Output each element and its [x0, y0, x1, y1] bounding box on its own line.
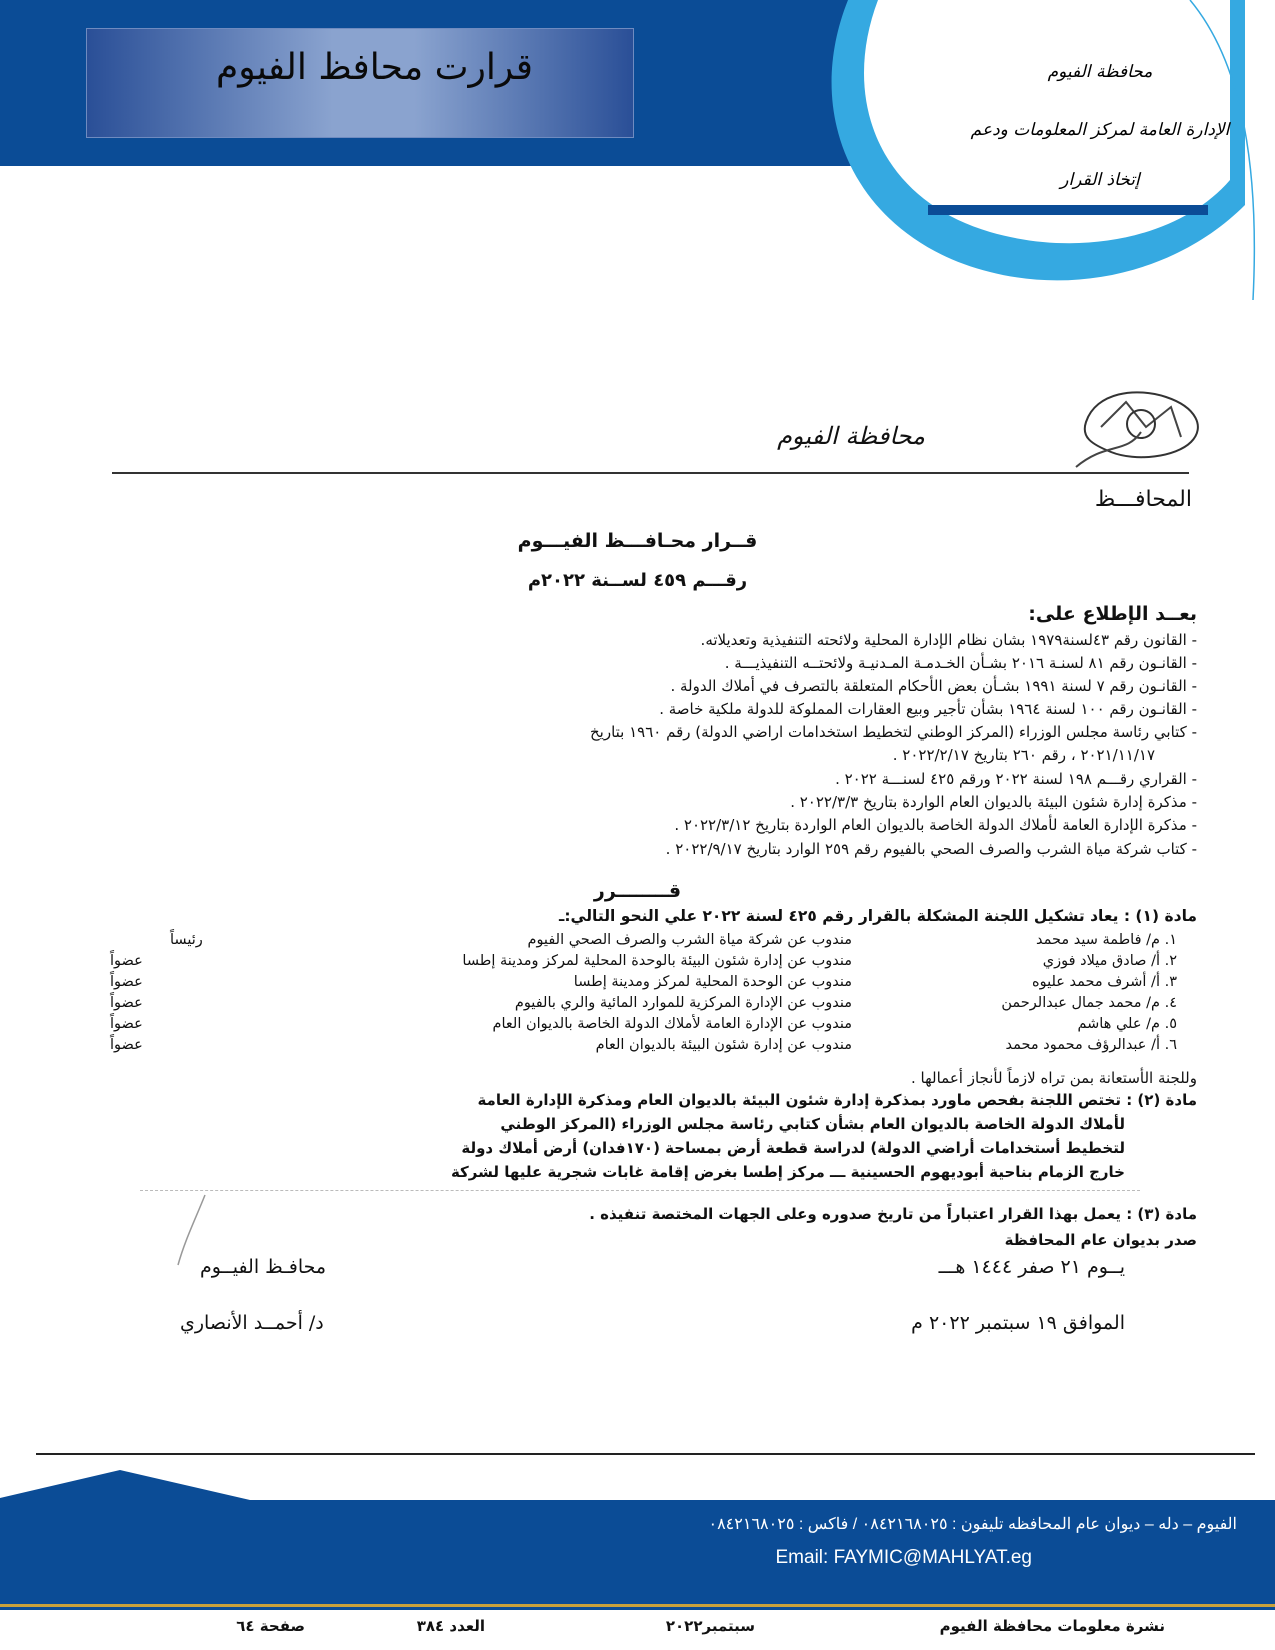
member-name: ٢. أ/ صادق ميلاد فوزي	[1042, 953, 1177, 969]
page-number: صفحة ٦٤	[236, 1617, 305, 1635]
article-2-line: خارج الزمام بناحية أبوديهوم الحسينية ـــ مركز إطسا بغرض إقامة غابات شجرية عليها لشركة	[450, 1163, 1125, 1181]
date-gregorian: الموافق ١٩ سبتمبر ٢٠٢٢ م	[911, 1312, 1125, 1334]
article-1: مادة (١) : يعاد تشكيل اللجنة المشكلة بالقرار رقم ٤٢٥ لسنة ٢٠٢٢ علي النحو التالي:ـ	[559, 907, 1197, 925]
committee-members	[110, 932, 1197, 1058]
member-representation: مندوب عن الإدارة العامة لأملاك الدولة الخاصة بالديوان العام	[492, 1016, 852, 1032]
member-name: ٤. م/ محمد جمال عبدالرحمن	[1001, 995, 1177, 1011]
footer-background	[0, 1470, 1275, 1610]
member-role: رئيساً	[170, 932, 203, 948]
member-row	[110, 995, 1197, 1016]
signer-name: د/ أحمــد الأنصاري	[180, 1312, 324, 1334]
handwritten-stroke	[170, 1190, 210, 1270]
member-role: عضواً	[110, 953, 143, 969]
reference-item: - كتابي رئاسة مجلس الوزراء (المركز الوطني لتخطيط استخدامات اراضي الدولة) رقم ١٩٦٠ بتاريخ	[589, 723, 1197, 741]
reference-item: - القانون رقم ٤٣لسنة١٩٧٩ بشان نظام الإدارة المحلية ولائحته التنفيذية وتعديلاته.	[700, 631, 1197, 649]
member-representation: مندوب عن إدارة شئون البيئة بالوحدة المحلية لمركز ومدينة إطسا	[462, 953, 852, 969]
member-row	[110, 974, 1197, 995]
member-row	[110, 953, 1197, 974]
article-2-line: مادة (٢) : تختص اللجنة بفحص ماورد بمذكرة إدارة شئون البيئة بالديوان العام ومذكرة الإدارة العامة	[477, 1091, 1197, 1109]
member-representation: مندوب عن الوحدة المحلية لمركز ومدينة إطسا	[573, 974, 852, 990]
issued-at: صدر بديوان عام المحافظة	[1004, 1231, 1197, 1249]
dept-line-2: الإدارة العامة لمركز المعلومات ودعم	[970, 120, 1230, 140]
member-row	[110, 1016, 1197, 1037]
decision-heading: قــــــــرر	[593, 880, 682, 902]
footer-email: Email: FAYMIC@MAHLYAT.eg	[775, 1547, 1032, 1568]
reference-item: - القانـون رقم ٧ لسنة ١٩٩١ بشـأن بعض الأحكام المتعلقة بالتصرف في أملاك الدولة .	[670, 677, 1197, 695]
member-representation: مندوب عن الإدارة المركزية للموارد المائية والري بالفيوم	[514, 995, 852, 1011]
reference-item: - القانـون رقم ٨١ لسنـة ٢٠١٦ بشـأن الخـدمـة المـدنيـة ولائحتــه التنفيذيـــة .	[724, 654, 1197, 672]
member-role: عضواً	[110, 974, 143, 990]
reference-item: - كتاب شركة مياة الشرب والصرف الصحي بالفيوم رقم ٢٥٩ الوارد بتاريخ ٢٠٢٢/٩/١٧ .	[665, 840, 1197, 858]
member-row	[110, 932, 1197, 953]
signer-title: محافـظ الفيــوم	[200, 1256, 327, 1278]
member-name: ٣. أ/ أشرف محمد عليوه	[1031, 974, 1177, 990]
reference-item: - القانـون رقم ١٠٠ لسنة ١٩٦٤ بشأن تأجير وبيع العقارات المملوكة للدولة ملكية خاصة .	[659, 700, 1197, 718]
office-label: المحافـــظ	[1094, 487, 1192, 512]
member-role: عضواً	[110, 1037, 143, 1053]
bulletin-name: نشرة معلومات محافظة الفيوم	[939, 1617, 1165, 1635]
article-2-line: لتخطيط أستخدامات أراضي الدولة) لدراسة قطعة أرض بمساحة (١٧٠فدان) أرض أملاك دولة	[461, 1139, 1125, 1157]
reference-item: - مذكرة الإدارة العامة لأملاك الدولة الخاصة بالديوان العام الواردة بتاريخ ٢٠٢٢/٣/١٢ .	[674, 816, 1197, 834]
reference-item: - القراري رقـــم ١٩٨ لسنة ٢٠٢٢ ورقم ٤٢٥ لسنـــة ٢٠٢٢ .	[835, 770, 1197, 788]
article-2-line: لأملاك الدولة الخاصة بالديوان العام بشأن كتابي رئاسة مجلس الوزراء (المركز الوطني	[500, 1115, 1125, 1133]
member-name: ٦. أ/ عبدالرؤف محمود محمد	[1005, 1037, 1177, 1053]
dept-line-3: إتخاذ القرار	[1060, 170, 1140, 190]
committee-note: وللجنة الأستعانة بمن تراه لازماً لأنجاز أعمالها .	[911, 1069, 1197, 1087]
member-row	[110, 1037, 1197, 1058]
member-name: ١. م/ فاطمة سيد محمد	[1035, 932, 1177, 948]
preamble-heading: بعــد الإطلاع على:	[1028, 603, 1197, 625]
header-title: قرارت محافظ الفيوم	[215, 47, 533, 88]
reference-item-continued: ٢٠٢١/١١/١٧ ، رقم ٢٦٠ بتاريخ ٢٠٢٢/٢/١٧ .	[892, 746, 1155, 764]
bulletin-issue: العدد ٣٨٤	[416, 1617, 485, 1635]
date-hijri: يــوم ٢١ صفر ١٤٤٤ هـــ	[938, 1256, 1125, 1278]
article-3: مادة (٣) : يعمل بهذا القرار اعتباراً من تاريخ صدوره وعلى الجهات المختصة تنفيذه .	[589, 1205, 1197, 1223]
reference-item: - مذكرة إدارة شئون البيئة بالديوان العام الواردة بتاريخ ٢٠٢٢/٣/٣ .	[790, 793, 1197, 811]
member-representation: مندوب عن شركة مياة الشرب والصرف الصحي الفيوم	[527, 932, 852, 948]
footer-address: الفيوم – دله – ديوان عام المحافظه تليفون : ٠٨٤٢١٦٨٠٢٥ / فاكس : ٠٨٤٢١٦٨٠٢٥	[708, 1516, 1237, 1533]
member-role: عضواً	[110, 995, 143, 1011]
decree-title: قــرار محـافـــظ الفيـــوم	[517, 530, 758, 552]
scan-artifact-line	[140, 1190, 1140, 1194]
member-name: ٥. م/ علي هاشم	[1077, 1016, 1177, 1032]
governorate-emblem-icon	[1066, 382, 1216, 472]
dept-line-1: محافظة الفيوم	[1047, 62, 1153, 82]
decree-number: رقـــم ٤٥٩ لســنة ٢٠٢٢م	[527, 570, 748, 591]
bulletin-month: سبتمبر٢٠٢٢	[665, 1617, 755, 1635]
member-representation: مندوب عن إدارة شئون البيئة بالديوان العام	[595, 1037, 852, 1053]
member-role: عضواً	[110, 1016, 143, 1032]
footer-divider	[36, 1453, 1255, 1455]
letterhead-governorate: محافظة الفيوم	[777, 422, 925, 450]
letterhead-divider	[112, 472, 1189, 474]
header-title-banner	[86, 28, 634, 138]
